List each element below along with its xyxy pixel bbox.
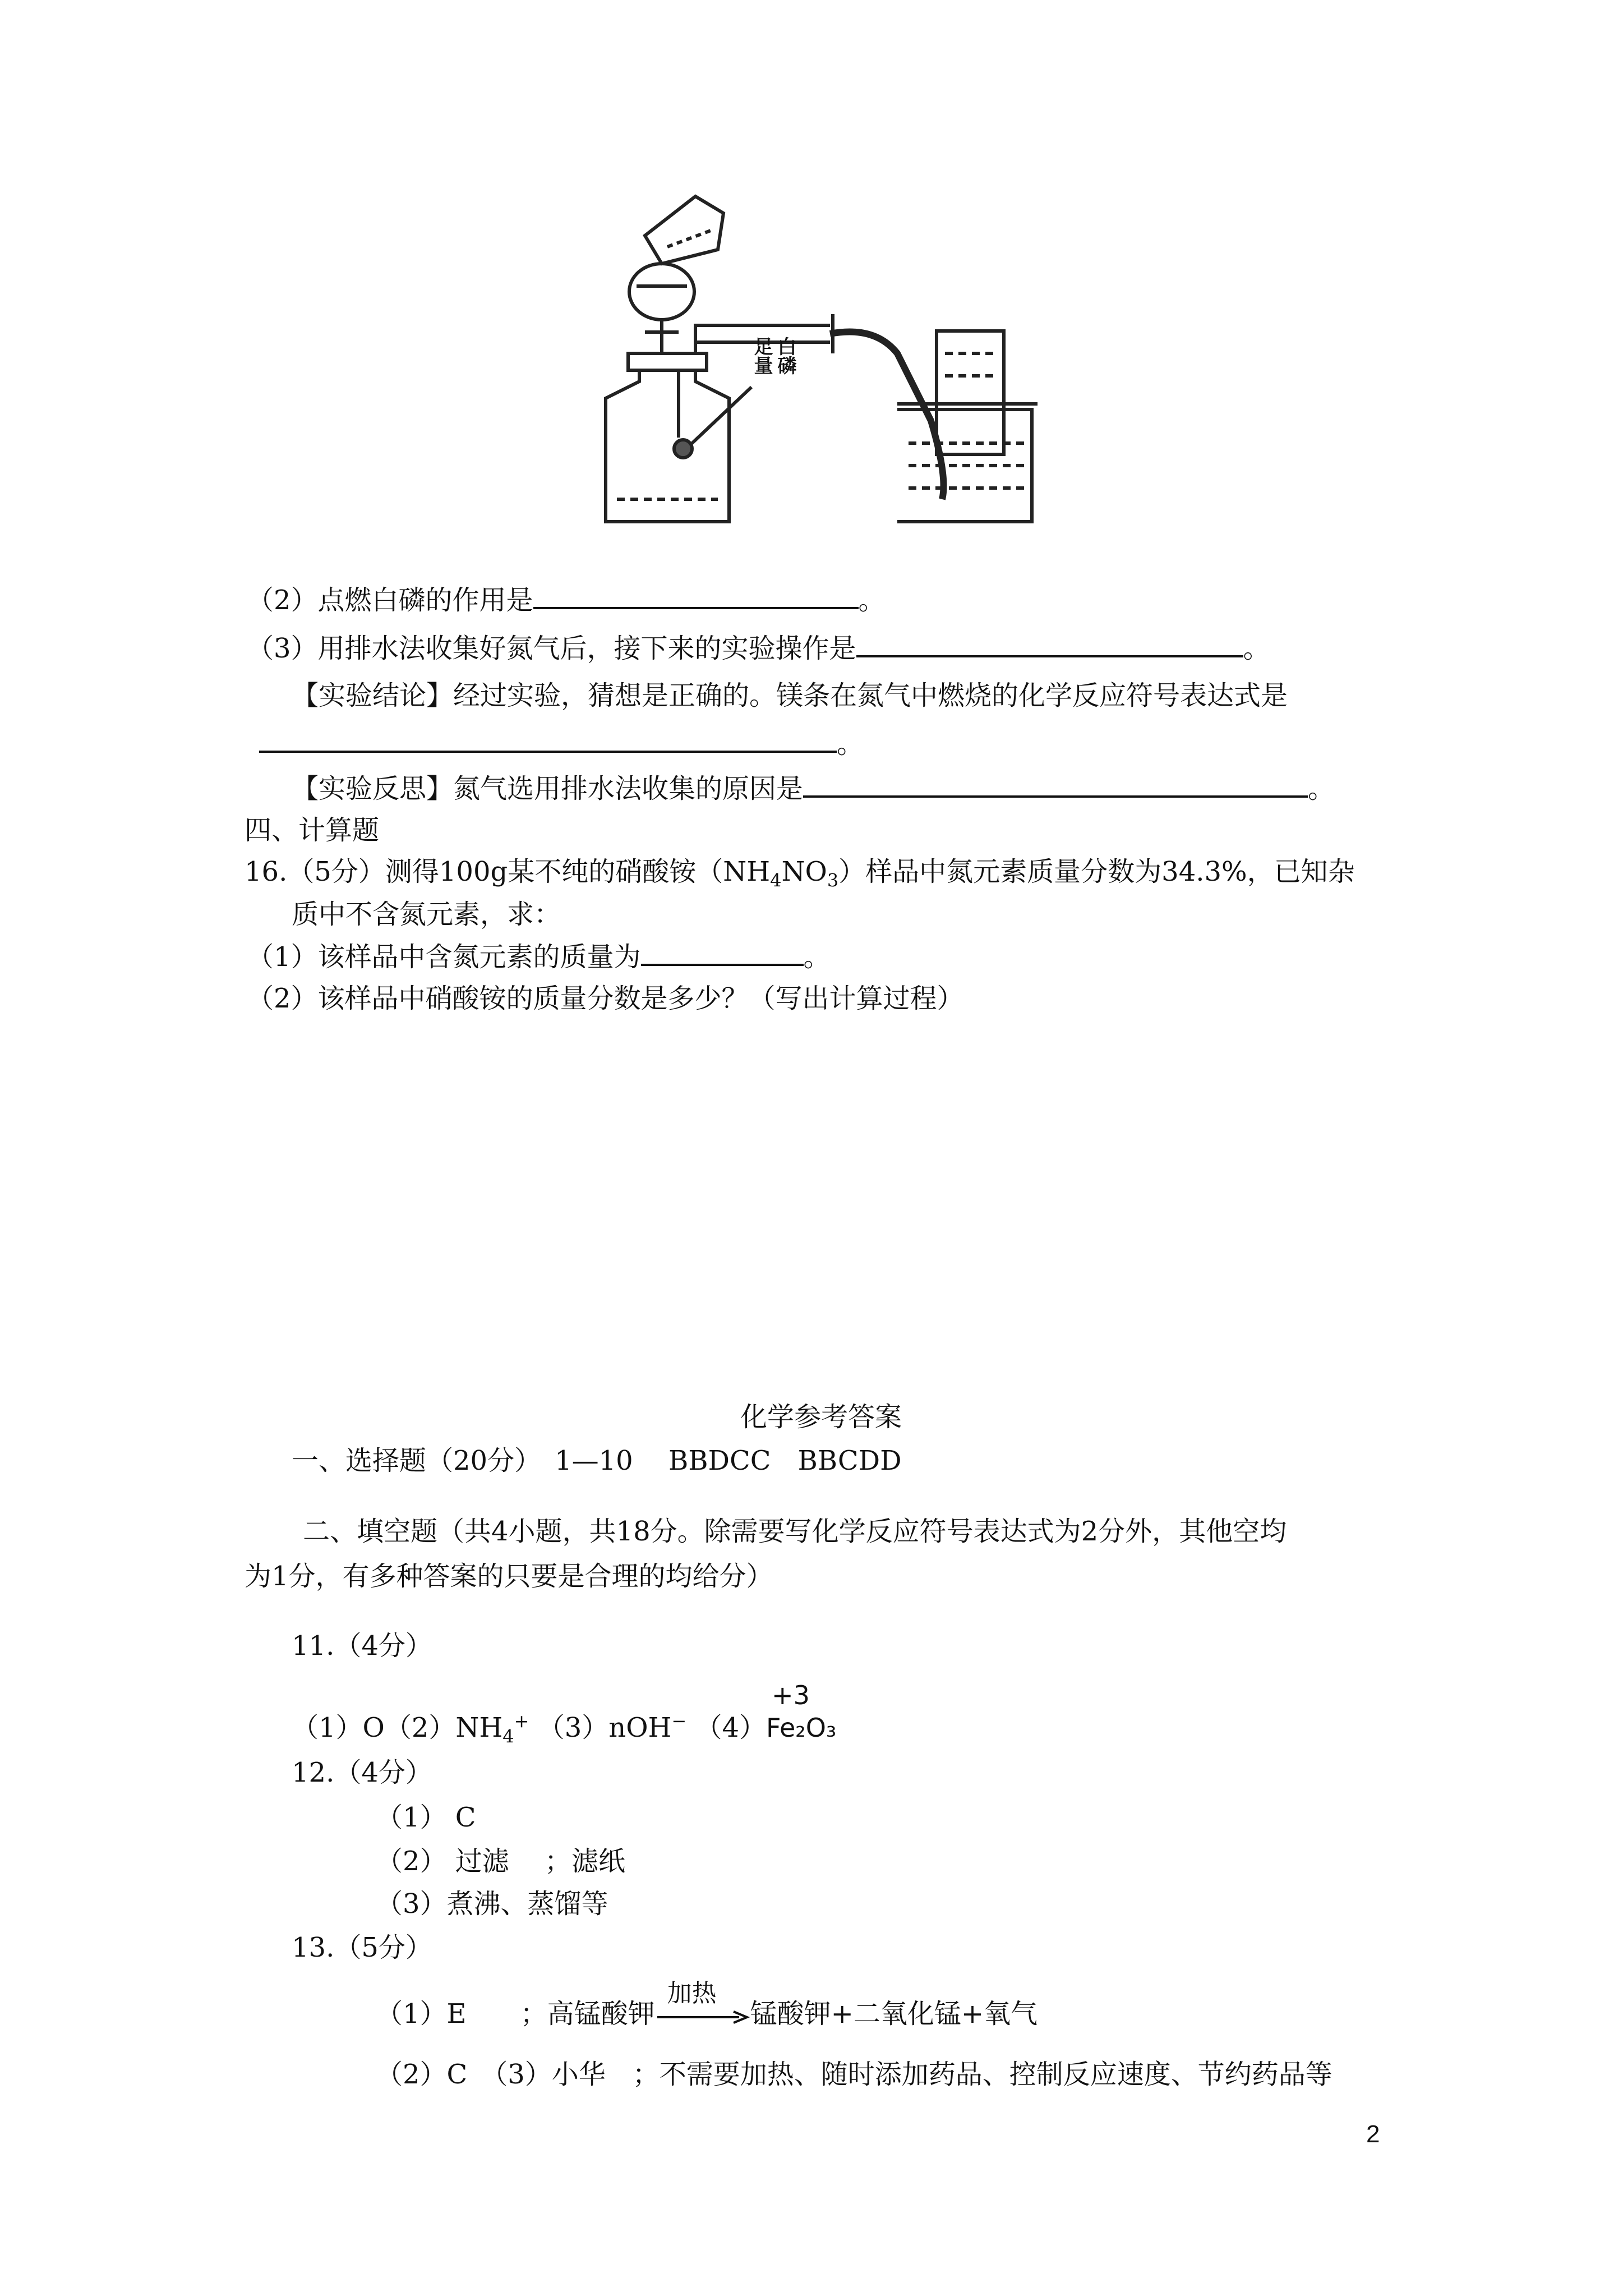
beaker-icon — [645, 196, 723, 264]
question-16-text-a: 16.（5分）测得100g某不纯的硝酸铵（NH — [245, 856, 771, 887]
figure-label-white-phosphorus: 白磷 — [774, 337, 796, 375]
iron-oxide-formula — [766, 1680, 873, 1745]
answers-section-1: 一、选择题（20分） 1—10 BBDCC BBCDD — [292, 1445, 902, 1476]
section-4-heading: 四、计算题 — [245, 815, 380, 846]
question-3-line — [247, 632, 1270, 665]
answer-12-1: （1） C — [376, 1802, 476, 1833]
reflection-text: 【实验反思】氮气选用排水法收集的原因是 — [292, 773, 804, 804]
answer-12-heading: 12.（4分） — [292, 1757, 432, 1788]
conclusion-line — [292, 679, 1288, 712]
question-16-1-line — [247, 940, 831, 974]
question-2-line — [247, 583, 886, 617]
subscript: 4 — [502, 1726, 514, 1747]
arrow-condition-label: 加热 — [667, 1979, 717, 2008]
answer-13-1-text-b: 锰酸钾+二氧化锰+氧气 — [750, 1998, 1038, 2030]
collecting-bottle-icon — [937, 331, 1004, 454]
page-number: 2 — [1366, 2120, 1380, 2148]
answer-12-2: （2） 过滤 ；滤纸 — [376, 1846, 626, 1877]
period: 。 — [1308, 773, 1335, 804]
separatory-funnel-icon — [629, 264, 694, 320]
superscript: − — [671, 1710, 687, 1732]
answer-11-text-b: （3）nOH — [537, 1712, 672, 1743]
period: 。 — [858, 585, 886, 616]
answer-blank[interactable] — [259, 745, 837, 753]
answer-13-1-text-a: （1）E ；高锰酸钾 — [376, 1998, 655, 2030]
answer-11-text-a: （1）O（2）NH — [292, 1712, 503, 1743]
arrow-icon — [655, 2009, 750, 2026]
white-phosphorus-icon — [674, 440, 692, 458]
answer-13-1 — [376, 1979, 1038, 2031]
answer-13-2: （2）C （3）小华 ；不需要加热、随时添加药品、控制反应速度、节约药品等 — [376, 2059, 1332, 2090]
answer-11-line — [292, 1680, 873, 1747]
question-16-1-text: （1）该样品中含氮元素的质量为 — [247, 941, 641, 973]
formula-label: Fe₂O₃ — [766, 1713, 837, 1743]
valence-label: +3 — [772, 1680, 810, 1710]
period: 。 — [803, 941, 831, 973]
period: 。 — [837, 728, 864, 760]
answer-13-heading: 13.（5分） — [292, 1932, 432, 1963]
conclusion-blank-line — [259, 727, 864, 761]
heating-arrow — [655, 1979, 750, 2031]
experiment-apparatus-figure — [583, 185, 1043, 533]
answer-11-text-c: （4） — [695, 1712, 767, 1743]
subscript: 4 — [770, 869, 782, 891]
answer-blank[interactable] — [533, 601, 859, 609]
answers-section-2-line-2: 为1分，有多种答案的只要是合理的均给分） — [245, 1561, 773, 1592]
question-16-2-line: （2）该样品中硝酸铵的质量分数是多少？（写出计算过程） — [247, 983, 964, 1014]
answer-blank[interactable] — [803, 790, 1308, 798]
figure-label-sufficient: 足量 — [750, 337, 773, 375]
answer-12-3: （3）煮沸、蒸馏等 — [376, 1888, 608, 1920]
question-16-line-1 — [245, 855, 1355, 889]
superscript: + — [514, 1710, 529, 1732]
answer-blank[interactable] — [856, 650, 1243, 657]
question-16-text-c: ）样品中氮元素质量分数为34.3%，已知杂 — [838, 856, 1355, 887]
period: 。 — [1243, 633, 1270, 664]
question-3-text: （3）用排水法收集好氮气后，接下来的实验操作是 — [247, 633, 856, 664]
reflection-line — [292, 772, 1335, 806]
answer-blank[interactable] — [641, 958, 804, 966]
subscript: 3 — [827, 869, 839, 891]
question-16-text-b: NO — [781, 856, 827, 887]
question-16-line-2: 质中不含氮元素，求： — [292, 899, 561, 930]
answer-11-heading: 11.（4分） — [292, 1630, 432, 1662]
answers-title: 化学参考答案 — [740, 1401, 902, 1433]
question-2-text: （2）点燃白磷的作用是 — [247, 585, 533, 616]
conclusion-text: 【实验结论】经过实验，猜想是正确的。镁条在氮气中燃烧的化学反应符号表达式是 — [292, 680, 1288, 711]
answers-section-2-line-1: 二、填空题（共4小题，共18分。除需要写化学反应符号表达式为2分外，其他空均 — [303, 1516, 1287, 1547]
